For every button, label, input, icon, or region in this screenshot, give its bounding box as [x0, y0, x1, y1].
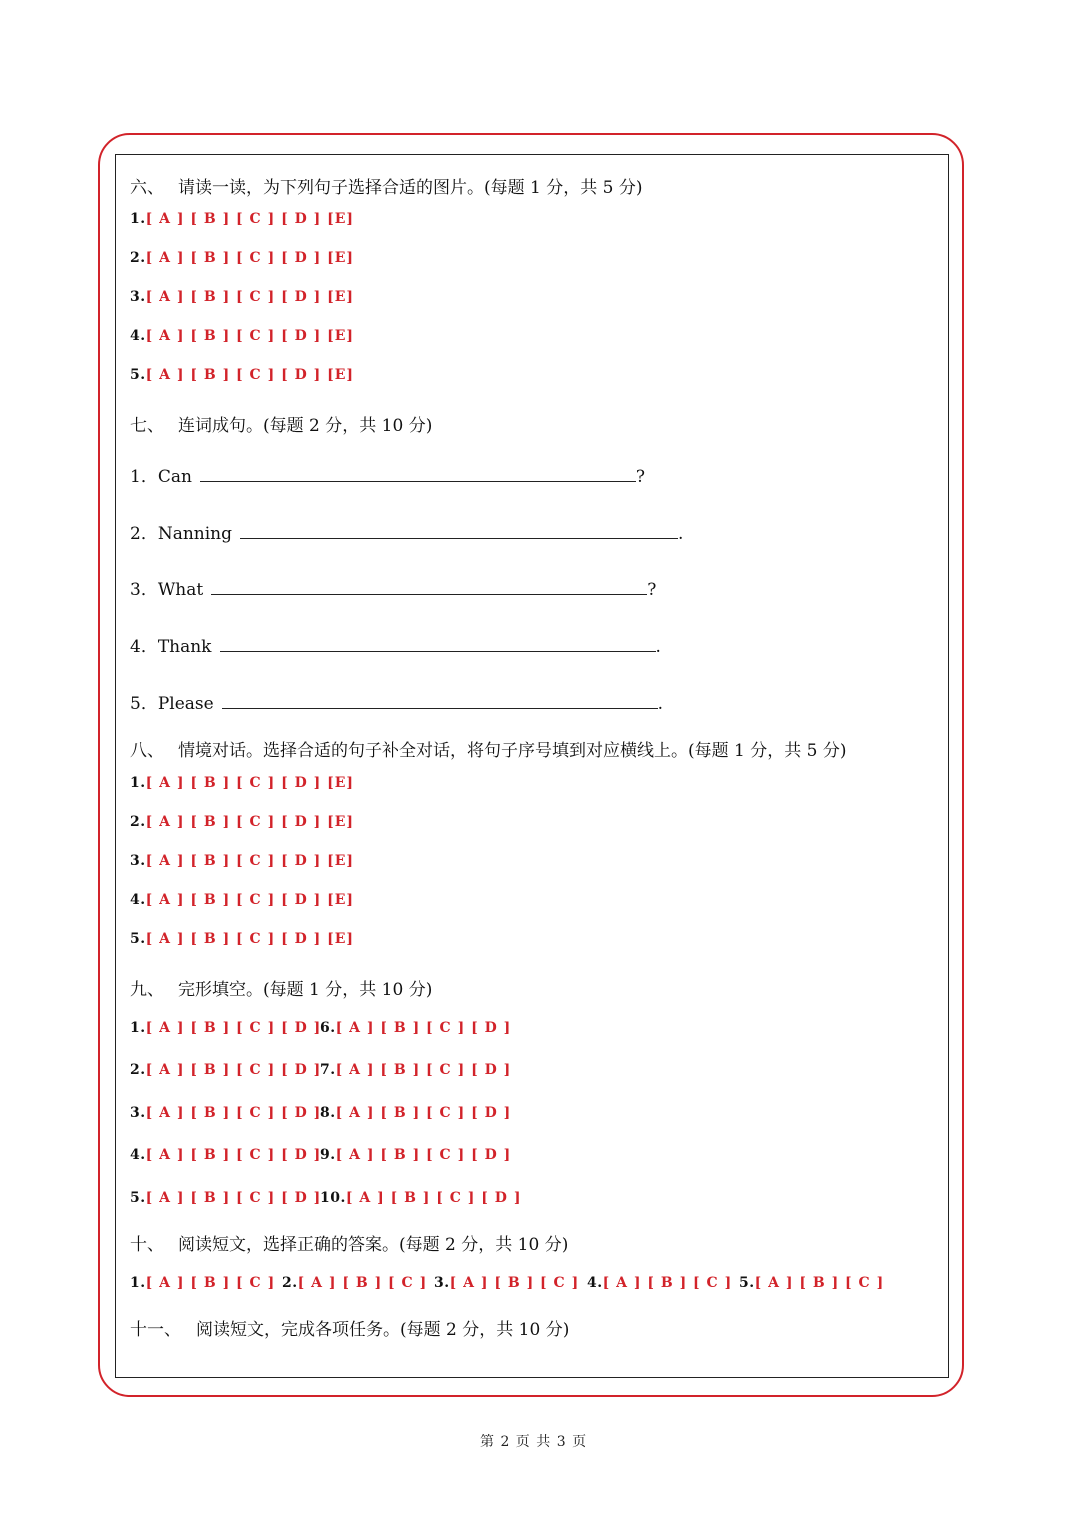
s7-question-1[interactable] — [130, 462, 645, 487]
sentence-start: 1．Can — [130, 467, 192, 487]
s7-question-2[interactable] — [130, 519, 683, 544]
s10-question-5[interactable] — [739, 1275, 884, 1291]
question-number: 9. — [320, 1147, 336, 1163]
choice-options[interactable]: [ A ] [ B ] [ C ] [ D ] [E] — [145, 250, 355, 266]
section-6-title: 请读一读，为下列句子选择合适的图片。(每题 1 分，共 5 分) — [178, 178, 643, 198]
question-number: 10. — [320, 1190, 346, 1206]
question-number: 2. — [130, 1062, 146, 1078]
choice-options[interactable]: [ A ] [ B ] [ C ] [ D ] — [335, 1105, 512, 1121]
choice-options[interactable]: [ A ] [ B ] [ C ] [ D ] [E] — [145, 853, 355, 869]
sentence-start: 5．Please — [130, 694, 214, 714]
answer-line[interactable] — [211, 593, 647, 595]
s8-question-5[interactable] — [130, 931, 354, 947]
question-number: 2. — [130, 250, 146, 266]
s6-question-1[interactable] — [130, 211, 354, 227]
section-9-title: 完形填空。(每题 1 分，共 10 分) — [178, 980, 433, 1000]
choice-options[interactable]: [ A ] [ B ] [ C ] — [602, 1275, 733, 1291]
sentence-start: 3．What — [130, 580, 204, 600]
s10-question-4[interactable] — [587, 1275, 732, 1291]
question-number: 3. — [130, 1105, 146, 1121]
choice-options[interactable]: [ A ] [ B ] [ C ] — [754, 1275, 885, 1291]
section-9-heading — [130, 975, 432, 1000]
section-6-heading — [130, 173, 643, 198]
question-number: 4. — [130, 328, 146, 344]
s8-question-1[interactable] — [130, 775, 354, 791]
question-number: 1. — [130, 775, 146, 791]
section-8-heading — [130, 736, 847, 761]
question-number: 3. — [130, 289, 146, 305]
section-10-title: 阅读短文，选择正确的答案。(每题 2 分，共 10 分) — [178, 1235, 569, 1255]
question-number: 5. — [130, 931, 146, 947]
s7-question-3[interactable] — [130, 575, 656, 600]
question-number: 4. — [130, 1147, 146, 1163]
s6-question-4[interactable] — [130, 328, 354, 344]
question-number: 2. — [130, 814, 146, 830]
choice-options[interactable]: [ A ] [ B ] [ C ] [ D ] [E] — [145, 211, 355, 227]
choice-options[interactable]: [ A ] [ B ] [ C ] [ D ] — [145, 1105, 322, 1121]
choice-options[interactable]: [ A ] [ B ] [ C ] [ D ] [E] — [145, 289, 355, 305]
question-number: 4. — [130, 892, 146, 908]
s9-question-2[interactable] — [130, 1062, 321, 1078]
choice-options[interactable]: [ A ] [ B ] [ C ] [ D ] [E] — [145, 775, 355, 791]
s9-question-1[interactable] — [130, 1020, 321, 1036]
section-9-number: 九、 — [130, 980, 164, 1000]
s6-question-3[interactable] — [130, 289, 354, 305]
section-11-number: 十一、 — [130, 1320, 181, 1340]
answer-line[interactable] — [200, 480, 636, 482]
section-11-title: 阅读短文，完成各项任务。(每题 2 分，共 10 分) — [196, 1320, 570, 1340]
answer-line[interactable] — [220, 650, 656, 652]
s10-question-3[interactable] — [434, 1275, 579, 1291]
question-number: 3. — [434, 1275, 450, 1291]
sentence-end: . — [655, 637, 661, 657]
question-number: 8. — [320, 1105, 336, 1121]
choice-options[interactable]: [ A ] [ B ] [ C ] — [145, 1275, 276, 1291]
question-number: 1. — [130, 1020, 146, 1036]
choice-options[interactable]: [ A ] [ B ] [ C ] [ D ] — [145, 1147, 322, 1163]
section-10-number: 十、 — [130, 1235, 164, 1255]
s7-question-4[interactable] — [130, 632, 661, 657]
choice-options[interactable]: [ A ] [ B ] [ C ] [ D ] [E] — [145, 367, 355, 383]
s9-question-4[interactable] — [130, 1147, 321, 1163]
s6-question-2[interactable] — [130, 250, 354, 266]
sentence-end: ? — [635, 467, 646, 487]
s8-question-2[interactable] — [130, 814, 354, 830]
choice-options[interactable]: [ A ] [ B ] [ C ] [ D ] — [145, 1062, 322, 1078]
s8-question-3[interactable] — [130, 853, 354, 869]
s9-question-5[interactable] — [130, 1190, 321, 1206]
question-number: 2. — [282, 1275, 298, 1291]
question-number: 5. — [130, 1190, 146, 1206]
s7-question-5[interactable] — [130, 689, 663, 714]
question-number: 5. — [130, 367, 146, 383]
question-number: 1. — [130, 1275, 146, 1291]
choice-options[interactable]: [ A ] [ B ] [ C ] [ D ] [E] — [145, 328, 355, 344]
s9-question-8[interactable] — [320, 1105, 511, 1121]
sentence-start: 4．Thank — [130, 637, 212, 657]
section-7-heading — [130, 411, 432, 436]
question-number: 6. — [320, 1020, 336, 1036]
section-7-number: 七、 — [130, 416, 164, 436]
answer-line[interactable] — [222, 707, 658, 709]
answer-line[interactable] — [240, 537, 678, 539]
s9-question-10[interactable] — [320, 1190, 521, 1206]
sentence-end: ? — [647, 580, 657, 600]
s6-question-5[interactable] — [130, 367, 354, 383]
s10-question-1[interactable] — [130, 1275, 275, 1291]
choice-options[interactable]: [ A ] [ B ] [ C ] [ D ] [E] — [145, 931, 355, 947]
s8-question-4[interactable] — [130, 892, 354, 908]
page-number-footer: 第 2 页 共 3 页 — [480, 1434, 588, 1450]
question-number: 5. — [739, 1275, 755, 1291]
question-number: 7. — [320, 1062, 336, 1078]
sentence-end: . — [657, 694, 664, 714]
choice-options[interactable]: [ A ] [ B ] [ C ] — [449, 1275, 580, 1291]
choice-options[interactable]: [ A ] [ B ] [ C ] [ D ] — [345, 1190, 522, 1206]
choice-options[interactable]: [ A ] [ B ] [ C ] — [297, 1275, 428, 1291]
section-11-heading — [130, 1315, 569, 1340]
question-number: 4. — [587, 1275, 603, 1291]
section-7-title: 连词成句。(每题 2 分，共 10 分) — [178, 416, 433, 436]
question-number: 3. — [130, 853, 146, 869]
section-8-title: 情境对话。选择合适的句子补全对话，将句子序号填到对应横线上。(每题 1 分，共 5 分) — [178, 741, 847, 761]
section-6-number: 六、 — [130, 178, 164, 198]
question-number: 1. — [130, 211, 146, 227]
choice-options[interactable]: [ A ] [ B ] [ C ] [ D ] — [335, 1020, 512, 1036]
choice-options[interactable]: [ A ] [ B ] [ C ] [ D ] — [145, 1020, 322, 1036]
section-8-number: 八、 — [130, 741, 164, 761]
section-10-heading — [130, 1230, 568, 1255]
s9-question-9[interactable] — [320, 1147, 511, 1163]
choice-options[interactable]: [ A ] [ B ] [ C ] [ D ] — [335, 1147, 512, 1163]
choice-options[interactable]: [ A ] [ B ] [ C ] [ D ] — [335, 1062, 512, 1078]
s9-question-6[interactable] — [320, 1020, 511, 1036]
sentence-start: 2．Nanning — [130, 524, 232, 544]
sentence-end: . — [678, 524, 684, 544]
choice-options[interactable]: [ A ] [ B ] [ C ] [ D ] [E] — [145, 892, 355, 908]
s10-question-2[interactable] — [282, 1275, 427, 1291]
choice-options[interactable]: [ A ] [ B ] [ C ] [ D ] [E] — [145, 814, 355, 830]
choice-options[interactable]: [ A ] [ B ] [ C ] [ D ] — [145, 1190, 322, 1206]
s9-question-3[interactable] — [130, 1105, 321, 1121]
s9-question-7[interactable] — [320, 1062, 511, 1078]
